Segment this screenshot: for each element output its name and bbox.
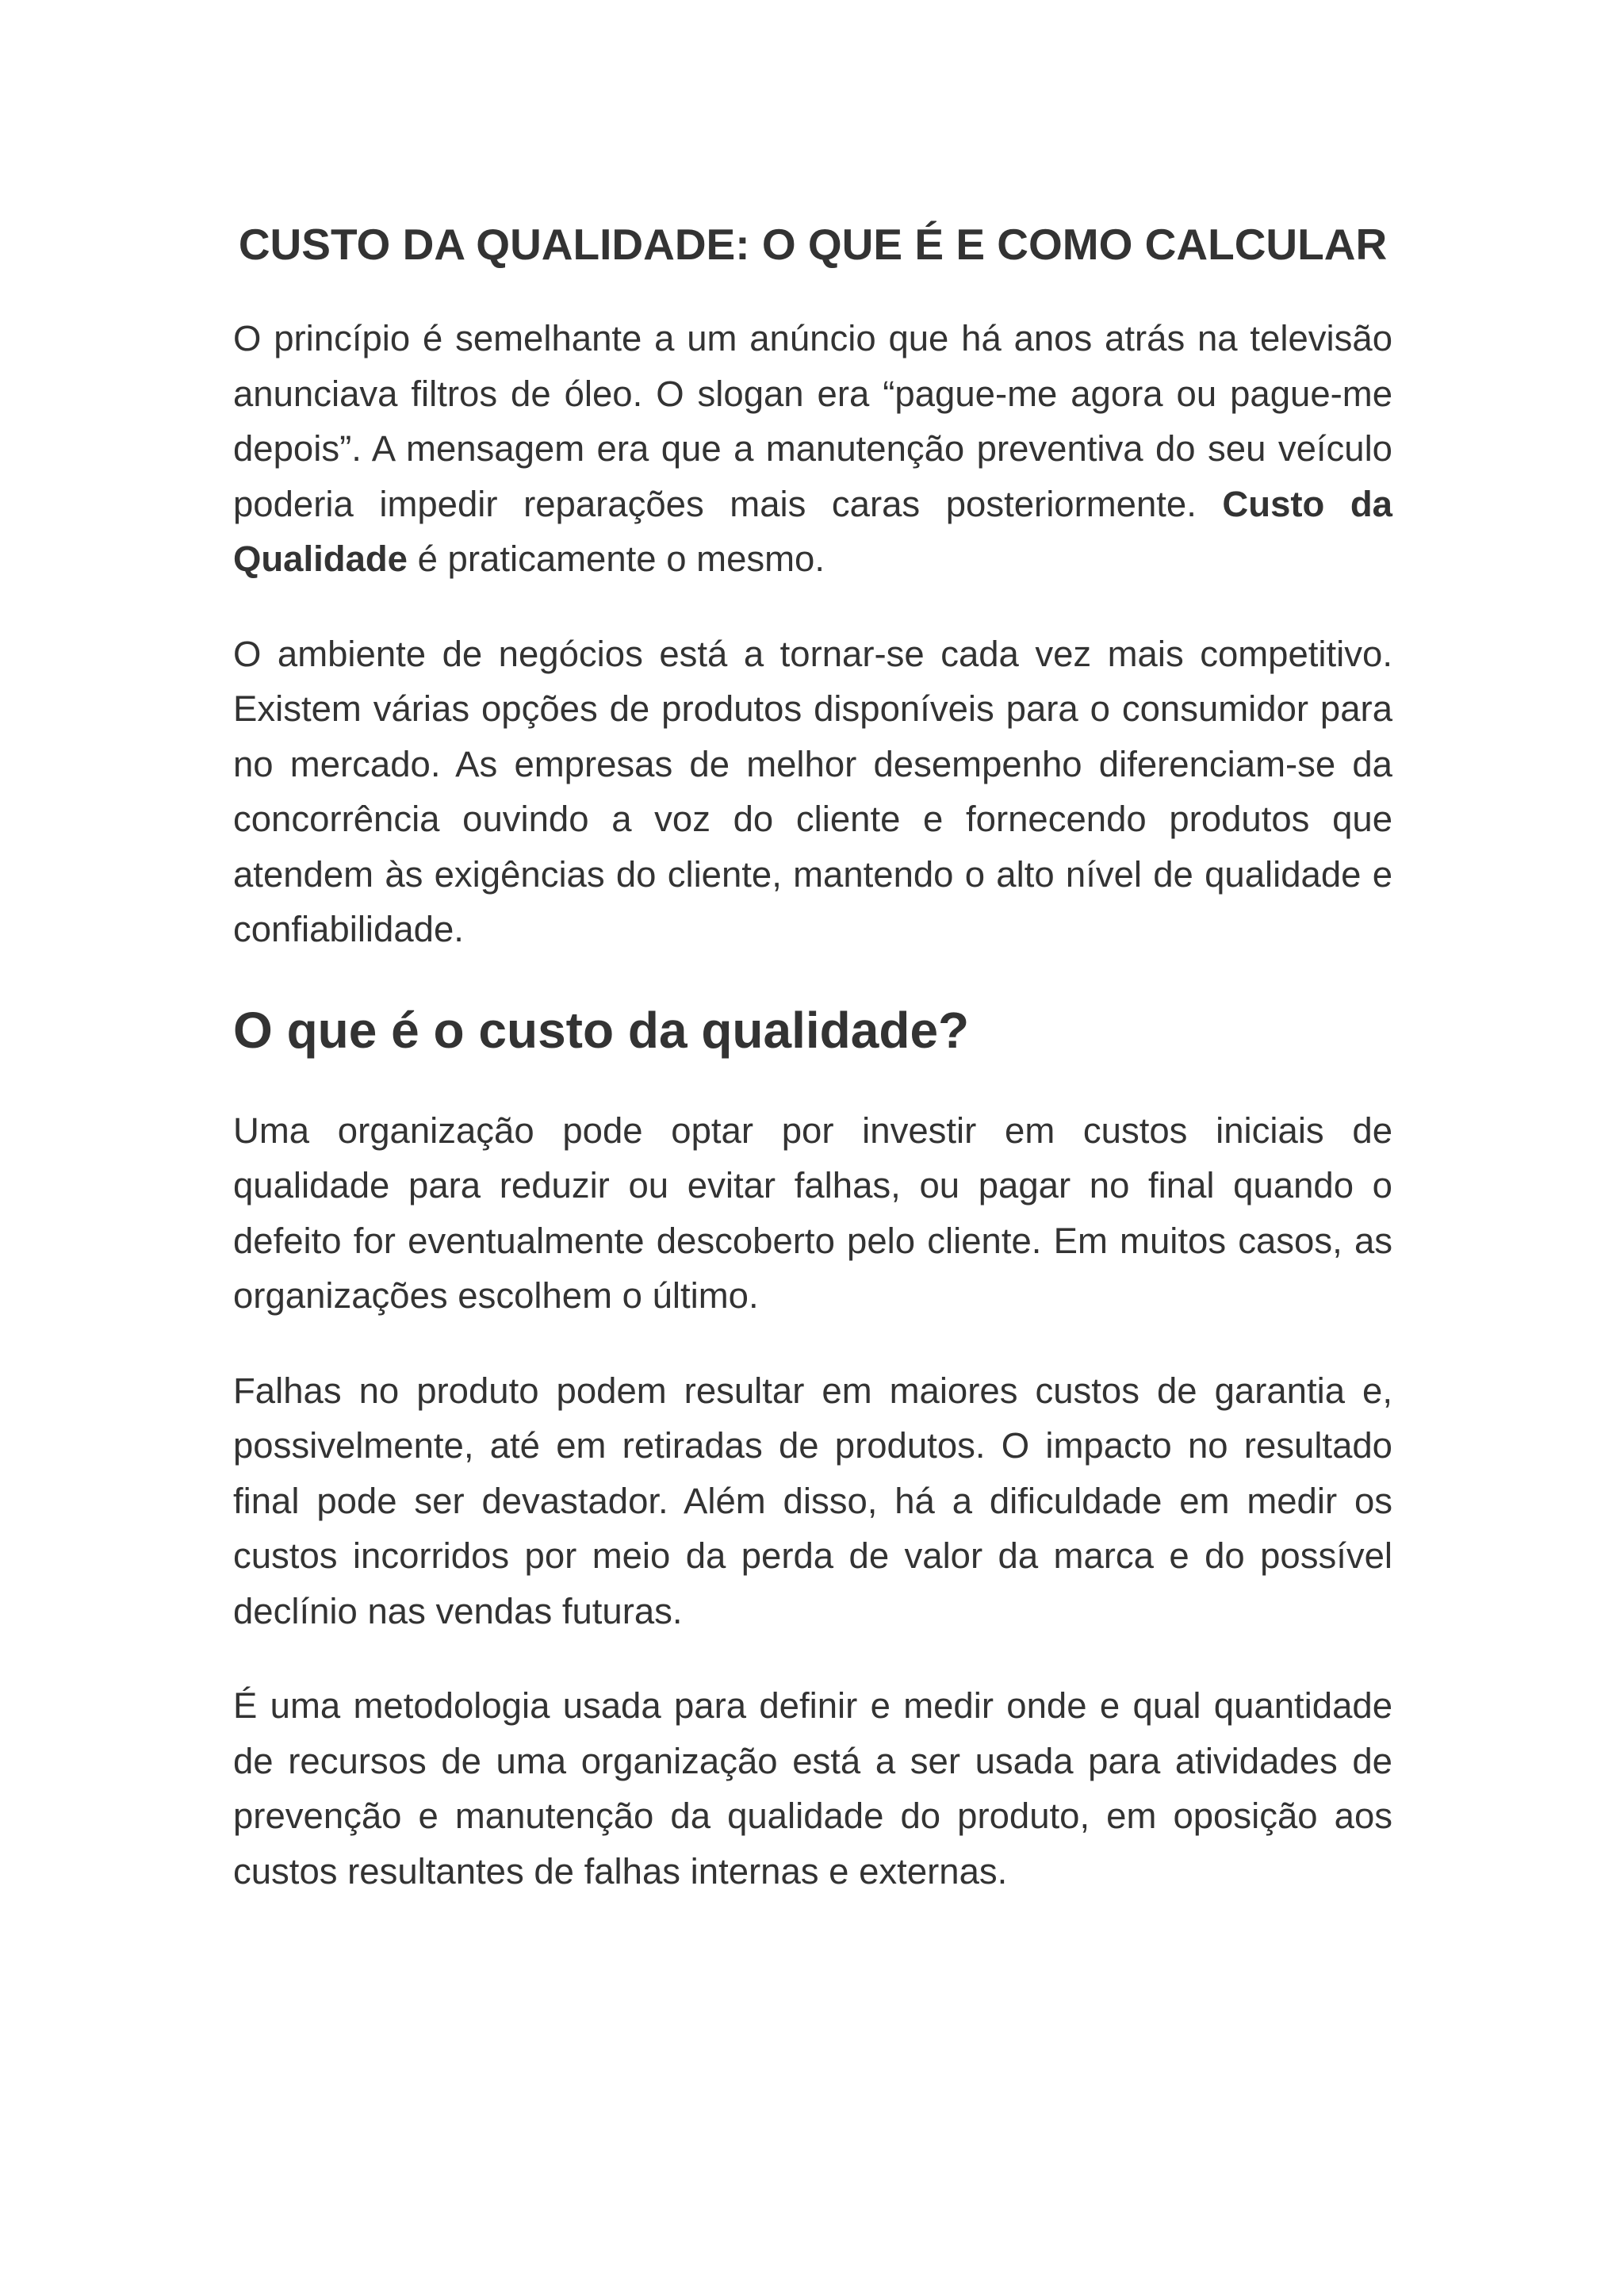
- document-body: [233, 216, 1392, 1899]
- intro-paragraph: [233, 311, 1392, 587]
- intro-text-start: O princípio é semelhante a um anúncio que há anos atrás na televisão anunciava filtros de óleo. O slogan era “pague-me agora ou pague-me depois”. A mensagem era que a manutenção preventiva do seu veículo poderia impedir reparações mais caras posteriormente.: [233, 318, 1392, 524]
- intro-text-end: é praticamente o mesmo.: [407, 539, 825, 579]
- paragraph-methodology: É uma metodologia usada para definir e medir onde e qual quantidade de recursos de uma organização está a ser usada para atividades de prevenção e manutenção da qualidade do produto, em oposição aos custos resultantes de falhas internas e externas.: [233, 1685, 1392, 1892]
- paragraph-product-failures: Falhas no produto podem resultar em maiores custos de garantia e, possivelmente, até em retiradas de produtos. O impacto no resultado final pode ser devastador. Além disso, há a dificuldade em medir os custos incorridos por meio da perda de valor da marca e do possível declínio nas vendas futuras.: [233, 1370, 1392, 1631]
- paragraph-organization-choice: Uma organização pode optar por investir em custos iniciais de qualidade para reduzir ou evitar falhas, ou pagar no final quando o defeito for eventualmente descoberto pelo cliente. Em muitos casos, as organizações escolhem o último.: [233, 1110, 1392, 1316]
- intro-bold-term: Custo da Qualidade: [233, 483, 1392, 579]
- section-heading: O que é o custo da qualidade?: [233, 1001, 970, 1059]
- document-title: CUSTO DA QUALIDADE: O QUE É E COMO CALCULAR: [238, 220, 1388, 269]
- paragraph-business-environment: O ambiente de negócios está a tornar-se cada vez mais competitivo. Existem várias opções de produtos disponíveis para o consumidor para no mercado. As empresas de melhor desempenho diferenciam-se da concorrência ouvindo a voz do cliente e fornecendo produtos que atendem às exigências do cliente, mantendo o alto nível de qualidade e confiabilidade.: [233, 633, 1392, 949]
